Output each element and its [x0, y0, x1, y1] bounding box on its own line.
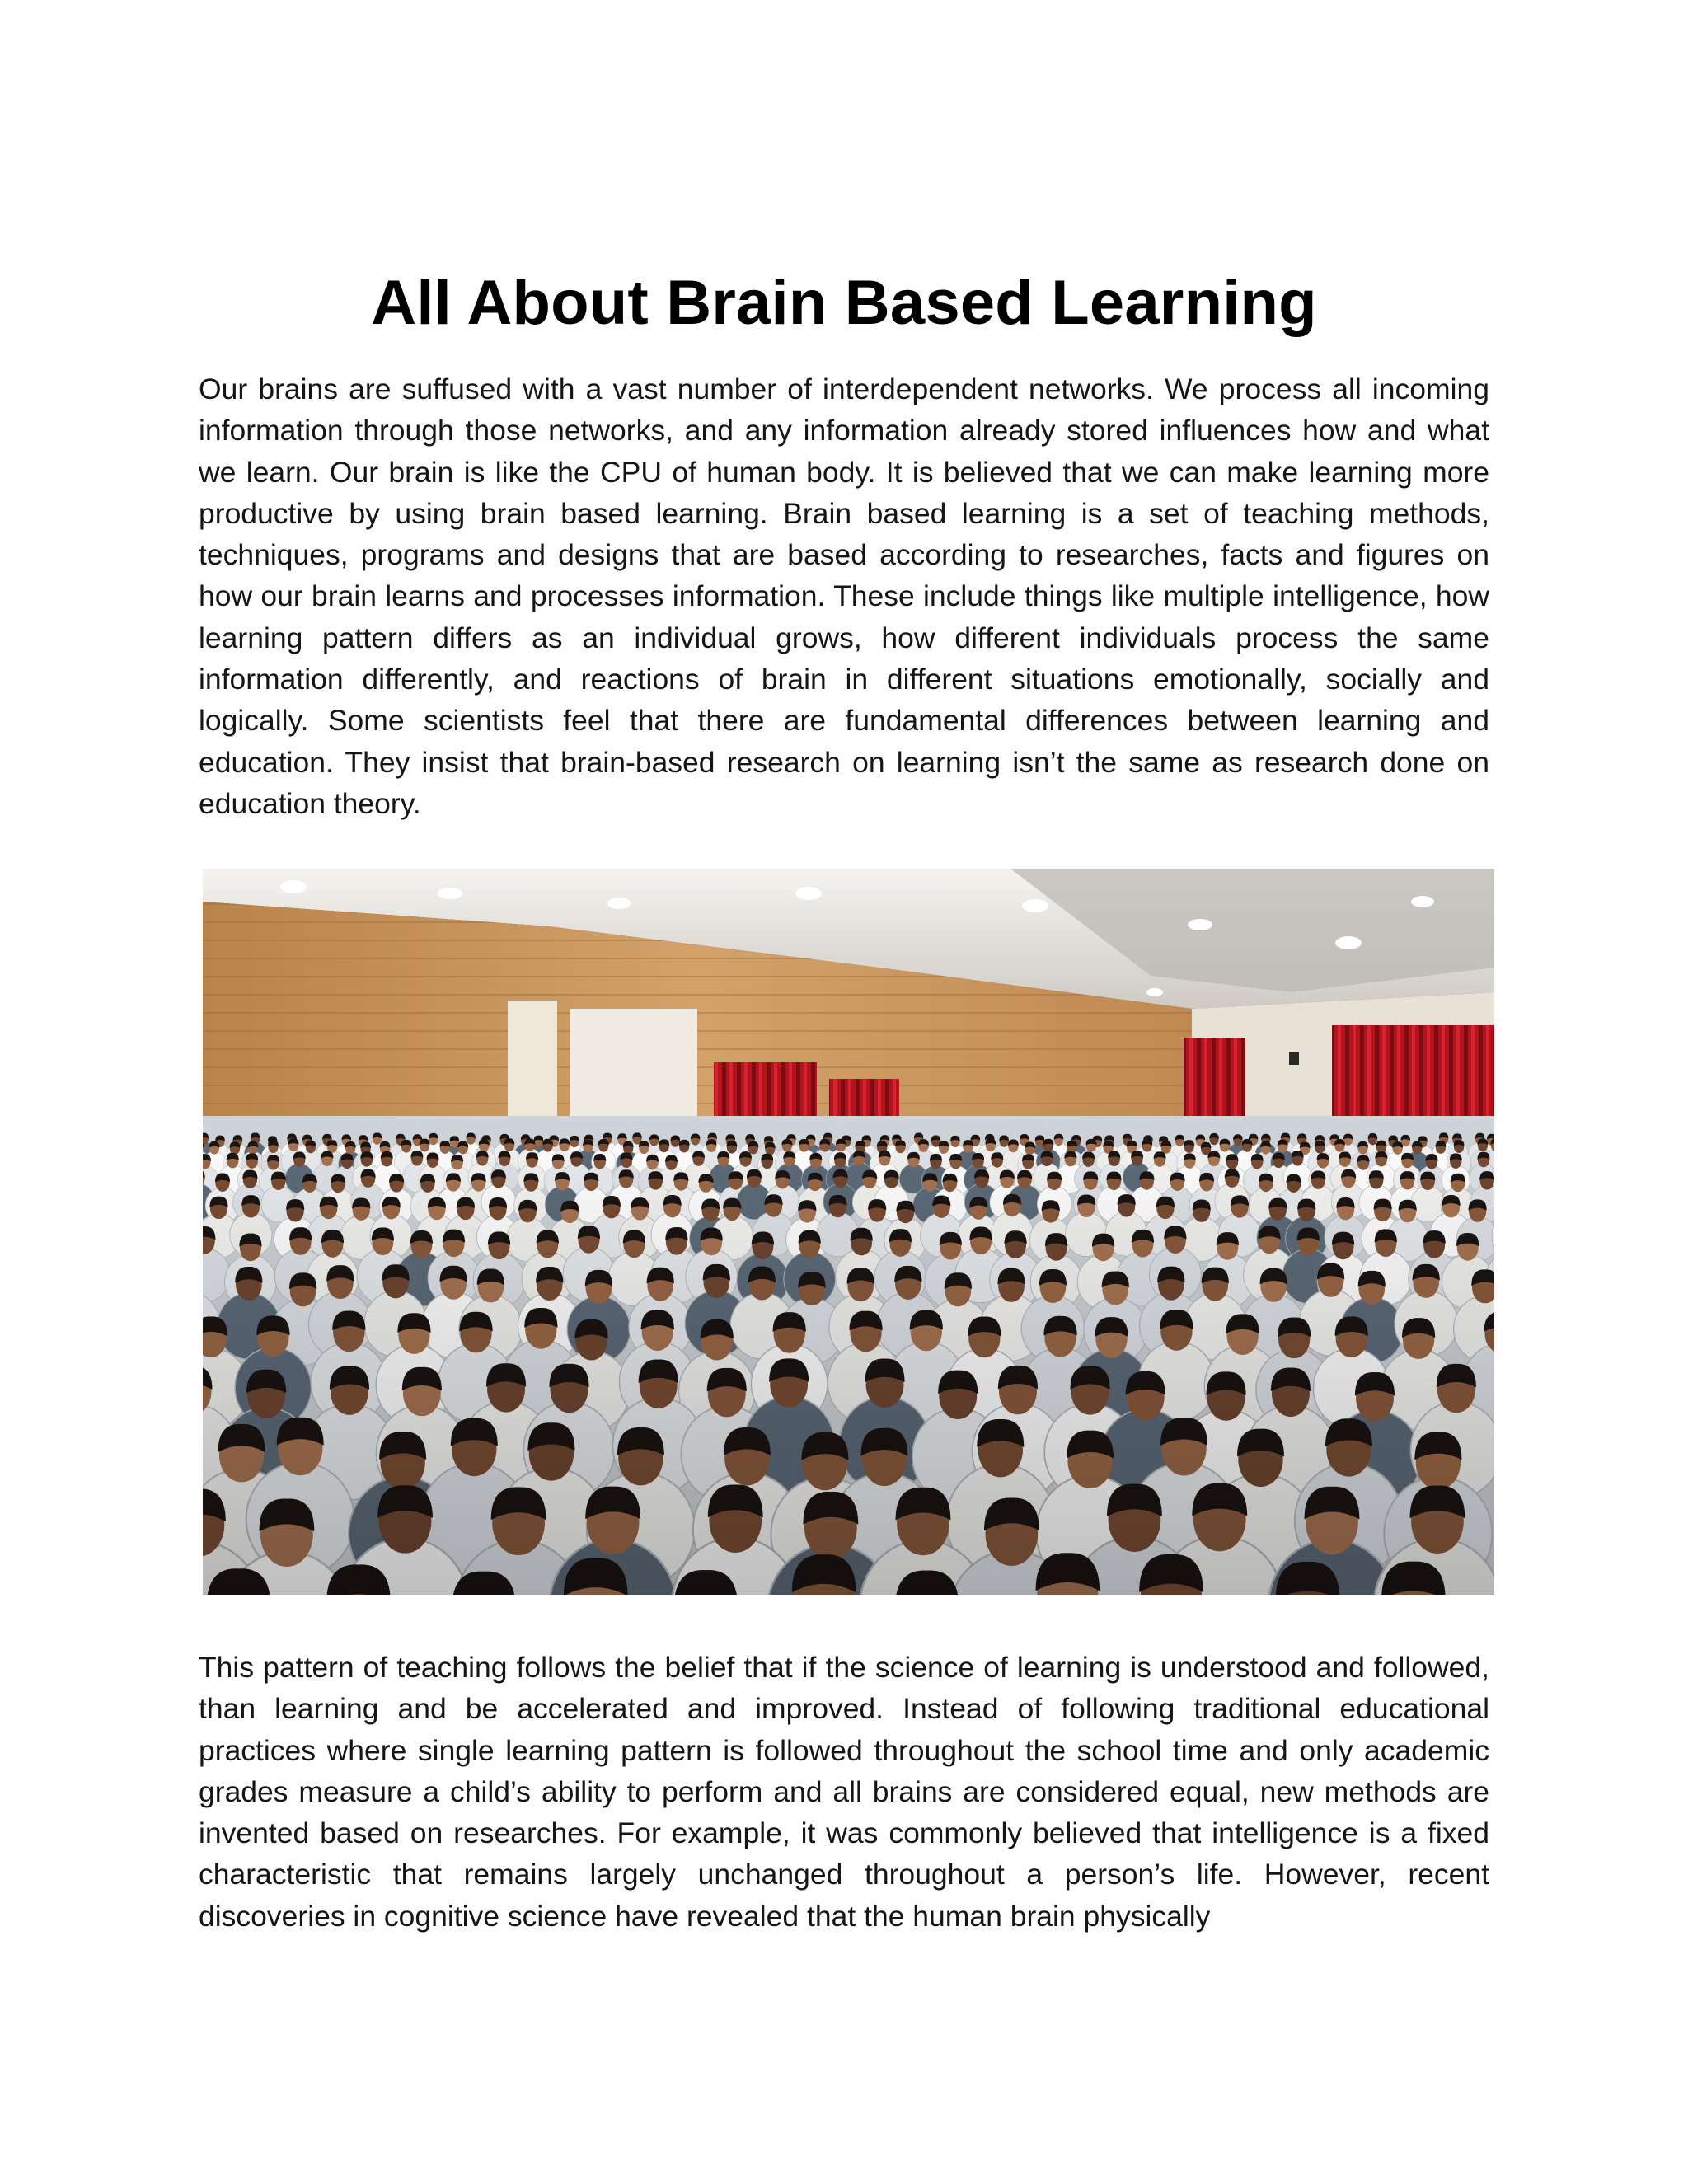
paragraph-intro: Our brains are suffused with a vast number of interdependent networks. We process all incoming information through those networks, and any information already stored influences how and what we learn. Our brain is like the CPU of human body. It is believed that we can make learning more productive by using brain based learning. Brain based learning is a set of teaching methods, techniques, programs and designs that are based according to researches, facts and figures on how our brain learns and processes information. These include things like multiple intelligence, how learning pattern differs as an individual grows, how different individuals process the same information differently, and reactions of brain in different situations emotionally, socially and logically. Some scientists feel that there are fundamental differences between learning and education. They insist that brain-based research on learning isn’t the same as research done on education theory. [199, 373, 1489, 820]
wall-speaker [1289, 1052, 1299, 1065]
paragraph-continued: This pattern of teaching follows the belief that if the science of learning is understood and followed, than learning and be accelerated and improved. Instead of following traditional educational practices where single learning pattern is followed throughout the school time and only academic grades measure a child’s ability to perform and all brains are considered equal, new methods are invented based on researches. For example, it was commonly believed that intelligence is a fixed characteristic that remains largely unchanged throughout a person’s life. However, recent discoveries in cognitive science have revealed that the human brain physically [199, 1651, 1489, 1933]
page-title: All About Brain Based Learning [371, 268, 1317, 338]
classroom-photo [203, 869, 1494, 1595]
doorway-left [508, 1001, 557, 1124]
doorway-right [570, 1009, 697, 1124]
